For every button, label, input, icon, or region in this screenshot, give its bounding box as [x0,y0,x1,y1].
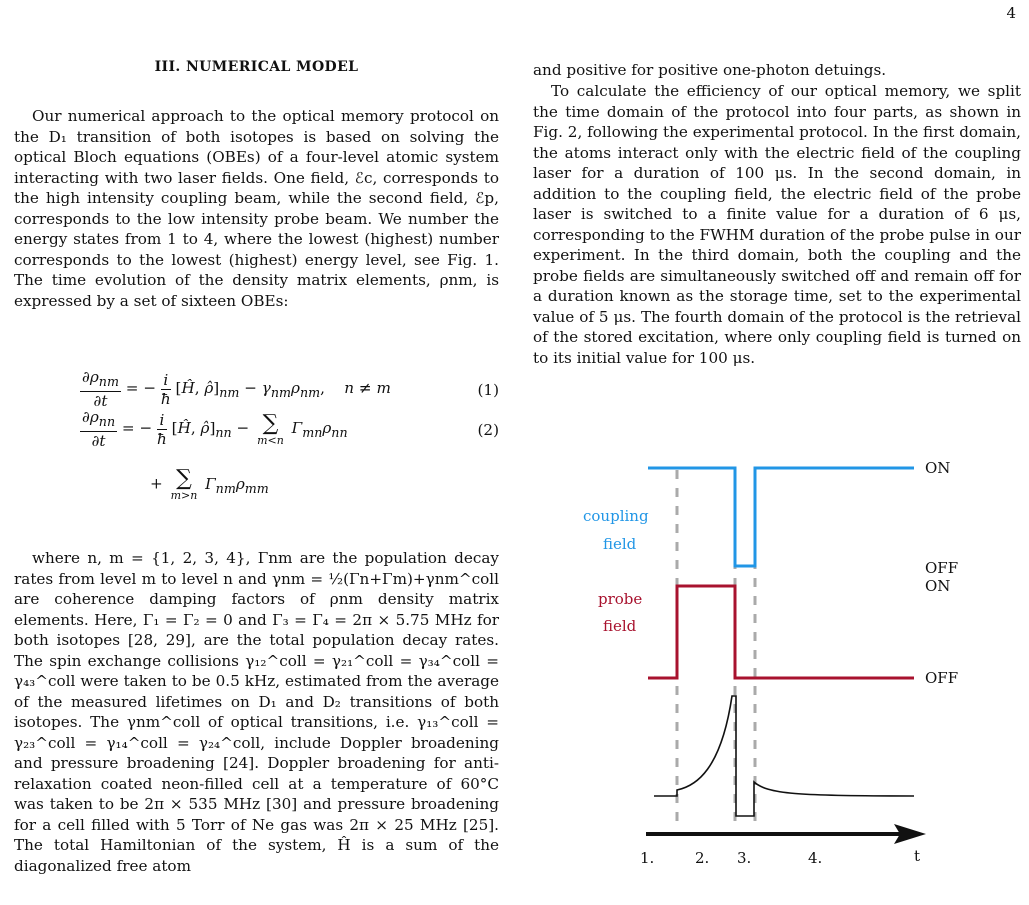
coupling-field-trace [648,468,914,566]
paragraph-protocol: To calculate the efficiency of our optical memory, we split the time domain of the protocol into four parts, as shown in Fig. 2, following the experimental protocol. In the first domain, the atoms interact only with the electric field of the coupling laser for a duration of 100 μs. In the second domain, in addition to the coupling field, the electric field of the probe laser is switched to a finite value for a duration of 6 μs, corresponding to the FWHM duration of the probe pulse in our experiment. In the third domain, both the coupling and the probe fields are simultaneously switched off and remain off for a duration known as the storage time, set to the experimental value of 5 μs. The fourth domain of the protocol is the retrieval of the stored excitation, where only coupling field is turned on to its initial value for 100 μs. [533,82,1021,367]
domain-label-1: 1. [640,849,655,867]
coupling-label-line2: field [603,535,637,553]
section-title: III. NUMERICAL MODEL [154,59,359,75]
domain-label-2: 2. [695,849,710,867]
paragraph-parameters: where n, m = {1, 2, 3, 4}, Γnm are the population decay rates from level m to level n and γnm = ½(Γn+Γm)+γnm^coll are coherence damping factors of ρnm density matrix elements. Here, Γ₁ = Γ₂ = 0 and Γ₃ = Γ₄ = 2π × 5.75 MHz for both isotopes [28, 29], are the total population decay rates. The spin exchange collisions γ₁₂^coll = γ₂₁^coll = γ₃₄^coll = γ₄₃^coll were taken to be 0.5 kHz, estimated from the average of the measured lifetimes on D₁ and D₂ transitions of both isotopes. The γnm^coll of optical transitions, i.e. γ₁₃^coll = γ₂₃^coll = γ₁₄^coll = γ₂₄^coll, include Doppler broadening and pressure broadening [24]. Doppler broadening for anti-relaxation coated neon-filled cell at a temperature of 60°C was taken to be 2π × 535 MHz [30] and pressure broadening for a cell filled with 5 Torr of Ne gas was 2π × 25 MHz [25]. The total Hamiltonian of the system, Ĥ is a sum of the diagonalized free atom [14,549,499,875]
domain-label-3: 3. [737,849,752,867]
signal-trace [654,696,914,816]
equation-2-continued: + ∑ m>n $\Gamma_{nm}\rho_{mm}$ [150,466,269,502]
domain-label-4: 4. [808,849,823,867]
equation-2-number: (2) [477,421,499,439]
probe-field-trace [648,586,914,678]
coupling-off-label: OFF [925,559,959,577]
equation-block [14,368,499,528]
protocol-figure [576,450,976,890]
coupling-label-line1: coupling [583,507,649,525]
equation-1: $\frac{\partial\rho_{nm}}{\partial t}$ = − $\frac{i}{ħ}$ [Ĥ, $\rhô]_{nm} - \gamma_{nm}\rho_{nm}$, n ≠ m [82,368,391,411]
paragraph-continuation: and positive for positive one-photon detuings. [533,61,887,79]
page-number: 4 [1006,4,1016,22]
equation-2: $\frac{\partial\rho_{nn}}{\partial t}$ = − $\frac{i}{ħ}$ [Ĥ, $\rhô]_{nn}$ − ∑ m<n $\Gamma_{mn}\rho_{nn}$ [82,408,348,451]
equation-1-number: (1) [477,381,499,399]
paragraph-intro: Our numerical approach to the optical memory protocol on the D₁ transition of both isotopes is based on solving the optical Bloch equations (OBEs) of a four-level atomic system interacting with two laser fields. One field, ℰc, corresponds to the high intensity coupling beam, while the second field, ℰp, corresponds to the low intensity probe beam. We number the energy states from 1 to 4, where the lowest (highest) number corresponds to the lowest (highest) energy level, see Fig. 1. The time evolution of the density matrix elements, ρnm, is expressed by a set of sixteen OBEs: [14,107,499,310]
probe-label-line1: probe [598,590,643,608]
probe-label-line2: field [603,617,637,635]
probe-on-label: ON [925,577,951,595]
probe-off-label: OFF [925,669,959,687]
coupling-on-label: ON [925,459,951,477]
time-axis-label: t [914,847,921,865]
